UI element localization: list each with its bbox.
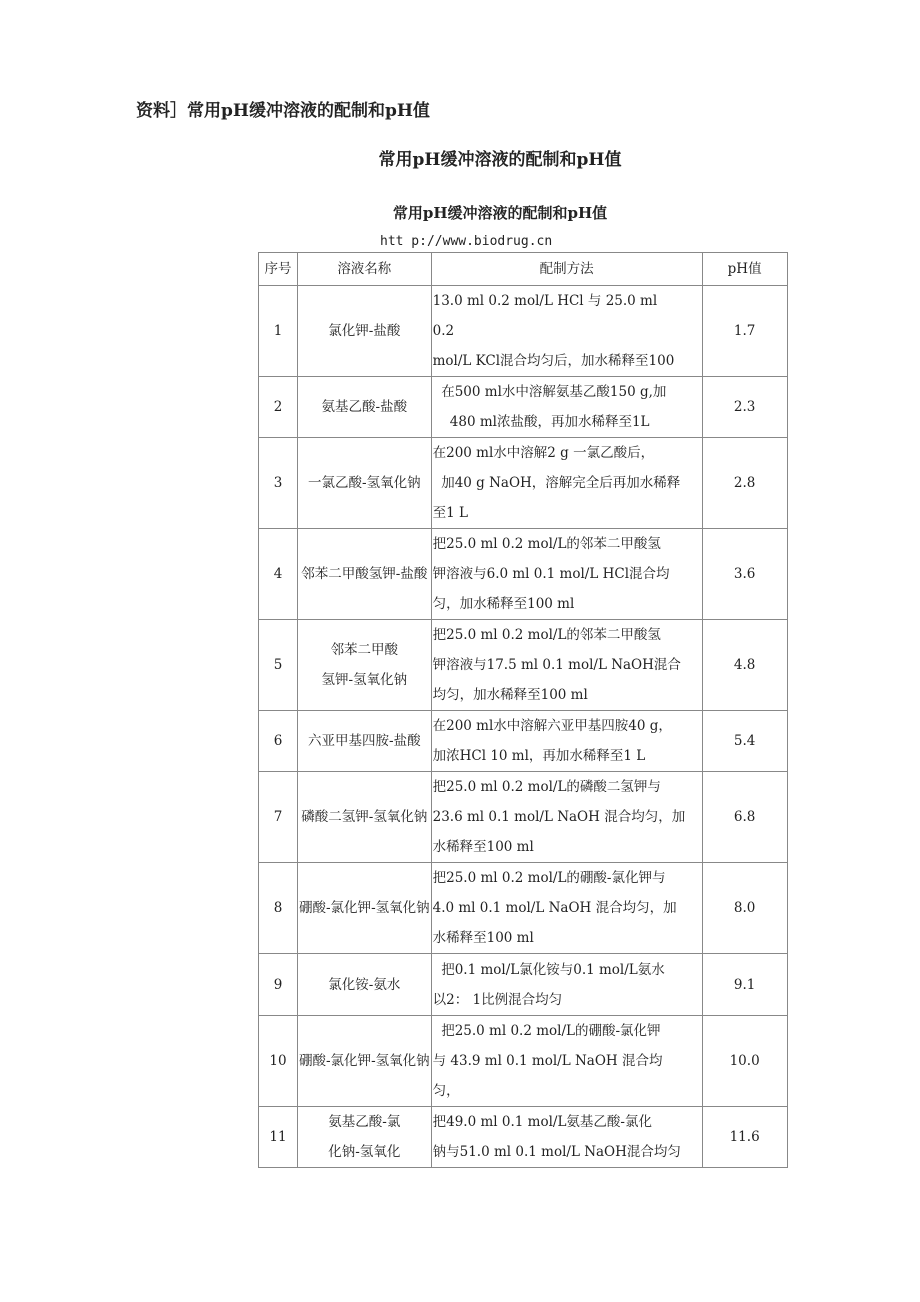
- table-row: [259, 377, 788, 438]
- row-number: 8: [259, 863, 298, 954]
- preparation-method-line: 匀，加水稀释至100 ml: [432, 596, 575, 612]
- preparation-method-line: 4.0 ml 0.1 mol/L NaOH 混合均匀，加: [432, 900, 677, 916]
- solution-name-line: 氨基乙酸-盐: [321, 399, 394, 415]
- ph-value: 10.0: [702, 1016, 787, 1107]
- preparation-method-line: 把25.0 ml 0.2 mol/L的硼酸-氯化钾: [432, 1023, 661, 1039]
- table-row: [259, 620, 788, 711]
- header-method: 配制方法: [431, 253, 702, 286]
- table-row: [259, 529, 788, 620]
- preparation-method-line: 把25.0 ml 0.2 mol/L的磷酸二氢钾与: [432, 779, 661, 795]
- solution-name-line: 氢钾-盐酸: [368, 566, 428, 582]
- solution-name: [298, 438, 432, 529]
- table-row: [259, 1016, 788, 1107]
- solution-name-line: 胺-盐酸: [375, 733, 421, 749]
- table-row: [259, 772, 788, 863]
- preparation-method-line: 把25.0 ml 0.2 mol/L的硼酸-氯化钾与: [432, 870, 666, 886]
- preparation-method-line: 加40 g NaOH，溶解完全后再加水稀释: [432, 475, 681, 491]
- preparation-method-line: 均匀，加水稀释至100 ml: [432, 687, 588, 703]
- preparation-method: [431, 1107, 702, 1168]
- buffer-table: [258, 252, 788, 1168]
- preparation-method: [431, 377, 702, 438]
- preparation-method-line: 钾溶液与17.5 ml 0.1 mol/L NaOH混合: [432, 657, 681, 673]
- preparation-method: [431, 863, 702, 954]
- preparation-method-line: 钠与51.0 ml 0.1 mol/L NaOH混合均匀: [432, 1144, 681, 1160]
- table-row: [259, 954, 788, 1016]
- row-number: 5: [259, 620, 298, 711]
- solution-name-line: 氯化钾-盐酸: [328, 323, 401, 339]
- row-number: 1: [259, 286, 298, 377]
- preparation-method-line: 匀，: [432, 1083, 460, 1099]
- preparation-method-line: 把49.0 ml 0.1 mol/L氨基乙酸-氯化: [432, 1114, 652, 1130]
- preparation-method-line: 480 ml浓盐酸，再加水稀释至1L: [432, 414, 650, 430]
- solution-name: [298, 1016, 432, 1107]
- preparation-method: [431, 620, 702, 711]
- row-number: 4: [259, 529, 298, 620]
- row-number: 2: [259, 377, 298, 438]
- preparation-method: [431, 1016, 702, 1107]
- solution-name: [298, 286, 432, 377]
- source-url: htt p://www.biodrug.cn: [380, 234, 553, 249]
- row-number: 10: [259, 1016, 298, 1107]
- solution-name-line: 磷酸二氢钾-: [301, 809, 374, 825]
- preparation-method-line: 23.6 ml 0.1 mol/L NaOH 混合均匀，加: [432, 809, 686, 825]
- page-title: 常用pH缓冲溶液的配制和pH值: [378, 150, 622, 170]
- ph-value: 6.8: [702, 772, 787, 863]
- solution-name-line: 一氯乙酸-氢: [308, 475, 381, 491]
- header-ph: pH值: [702, 253, 787, 286]
- preparation-method: [431, 954, 702, 1016]
- table-row: [259, 1107, 788, 1168]
- preparation-method-line: 加浓HCl 10 ml，再加水稀释至1 L: [432, 748, 646, 764]
- table-row: [259, 438, 788, 529]
- solution-name-line: -氢氧化钠: [371, 900, 430, 916]
- table-row: [259, 863, 788, 954]
- preparation-method-line: 以2： 1比例混合均匀: [432, 991, 563, 1008]
- solution-name-line: -氢氧化钠: [371, 1053, 430, 1069]
- preparation-method-line: 把25.0 ml 0.2 mol/L的邻苯二甲酸氢: [432, 536, 661, 552]
- solution-name-line: 酸: [393, 399, 408, 415]
- solution-name-line: 氨基乙酸-氯: [328, 1114, 401, 1130]
- ph-value: 4.8: [702, 620, 787, 711]
- row-number: 11: [259, 1107, 298, 1168]
- solution-name-line: 化钠-氢氧化: [328, 1144, 401, 1160]
- row-number: 9: [259, 954, 298, 1016]
- table-title: 常用pH缓冲溶液的配制和pH值: [392, 204, 608, 222]
- preparation-method-line: 在200 ml水中溶解2 g 一氯乙酸后，: [432, 445, 655, 461]
- solution-name-line: 钠: [393, 672, 408, 688]
- solution-name: [298, 954, 432, 1016]
- solution-name: [298, 1107, 432, 1168]
- solution-name-line: 六亚甲基四: [308, 733, 376, 749]
- ph-value: 11.6: [702, 1107, 787, 1168]
- ph-value: 9.1: [702, 954, 787, 1016]
- table-row: [259, 286, 788, 377]
- solution-name-line: 氢钾-氢氧化: [321, 672, 394, 688]
- solution-name-line: 氯化铵-氨水: [328, 976, 401, 993]
- preparation-method-line: 在200 ml水中溶解六亚甲基四胺40 g，: [432, 718, 672, 734]
- document-heading: 资料］常用pH缓冲溶液的配制和pH值: [136, 101, 430, 121]
- row-number: 3: [259, 438, 298, 529]
- solution-name: [298, 772, 432, 863]
- ph-value: 5.4: [702, 711, 787, 772]
- preparation-method-line: 把25.0 ml 0.2 mol/L的邻苯二甲酸氢: [432, 627, 661, 643]
- preparation-method-line: 与 43.9 ml 0.1 mol/L NaOH 混合均: [432, 1053, 663, 1069]
- ph-value: 1.7: [702, 286, 787, 377]
- header-no: 序号: [259, 253, 298, 286]
- solution-name-line: 硼酸-氯化钾: [299, 900, 372, 916]
- preparation-method: [431, 438, 702, 529]
- solution-name: [298, 620, 432, 711]
- preparation-method: [431, 529, 702, 620]
- solution-name: [298, 863, 432, 954]
- preparation-method: [431, 772, 702, 863]
- table-row: [259, 711, 788, 772]
- solution-name: [298, 529, 432, 620]
- preparation-method: [431, 286, 702, 377]
- row-number: 6: [259, 711, 298, 772]
- preparation-method-line: mol/L KCl混合均匀后，加水稀释至100: [432, 353, 675, 369]
- table-header-row: [259, 253, 788, 286]
- solution-name-line: 氧化钠: [380, 475, 421, 491]
- solution-name-line: 硼酸-氯化钾: [299, 1053, 372, 1069]
- solution-name-line: 邻苯二甲酸: [301, 566, 369, 582]
- preparation-method-line: 至1 L: [432, 505, 468, 521]
- row-number: 7: [259, 772, 298, 863]
- preparation-method-line: 13.0 ml 0.2 mol/L HCl 与 25.0 ml: [432, 293, 658, 309]
- solution-name: [298, 711, 432, 772]
- preparation-method-line: 把0.1 mol/L氯化铵与0.1 mol/L氨水: [432, 961, 665, 978]
- header-name: 溶液名称: [298, 253, 432, 286]
- preparation-method-line: 0.2: [432, 323, 455, 339]
- preparation-method-line: 水稀释至100 ml: [432, 839, 534, 855]
- ph-value: 8.0: [702, 863, 787, 954]
- preparation-method-line: 水稀释至100 ml: [432, 930, 534, 946]
- preparation-method-line: 在500 ml水中溶解氨基乙酸150 g,加: [432, 384, 667, 400]
- preparation-method: [431, 711, 702, 772]
- ph-value: 2.3: [702, 377, 787, 438]
- solution-name-line: 氢氧化钠: [373, 809, 428, 825]
- ph-value: 2.8: [702, 438, 787, 529]
- solution-name-line: 邻苯二甲酸: [330, 642, 399, 658]
- preparation-method-line: 钾溶液与6.0 ml 0.1 mol/L HCl混合均: [432, 566, 670, 582]
- solution-name: [298, 377, 432, 438]
- ph-value: 3.6: [702, 529, 787, 620]
